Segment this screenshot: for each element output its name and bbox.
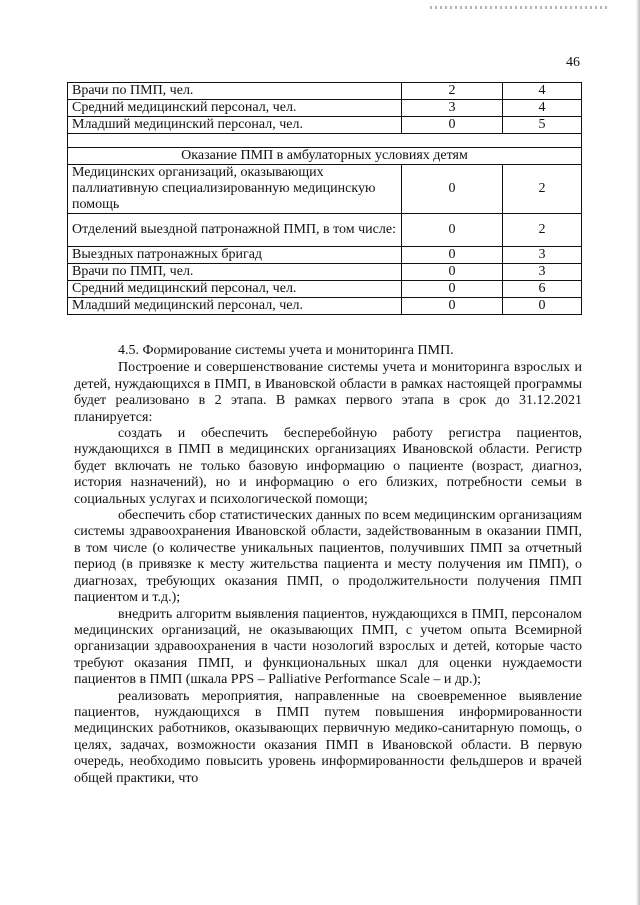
value-cell: 2 <box>503 214 582 247</box>
page-number: 46 <box>566 55 580 70</box>
value-cell: 0 <box>402 281 503 298</box>
value-cell: 3 <box>503 247 582 264</box>
value-cell: 0 <box>503 298 582 315</box>
table-section-row <box>68 148 582 165</box>
page-edge-shadow <box>636 0 640 905</box>
table-row <box>68 83 582 100</box>
table-row <box>68 100 582 117</box>
paragraph: внедрить алгоритм выявления пациентов, нуждающихся в ПМП, персоналом медицинских организаций, не оказывающих ПМП, с учетом опыта Всемирной организации здравоохранения в части нозологий взрослых и детей, которые часто требуют оказания ПМП, и функциональных шкал для оценки нуждаемости пациентов в ПМП (шкала PPS – Palliative Performance Scale – и др.); <box>74 606 582 688</box>
pmp-statistics-table <box>67 82 582 315</box>
paragraph: реализовать мероприятия, направленные на своевременное выявление пациентов, нуждающихся в ПМП путем повышения информированности медицинских работников, оказывающих первичную медико-санитарную помощь, о целях, задачах, возможности оказания ПМП в Ивановской области. В первую очередь, необходимо повысить уровень информированности фельдшеров и врачей общей практики, что <box>74 688 582 786</box>
row-label: Отделений выездной патронажной ПМП, в том числе: <box>68 214 402 247</box>
value-cell: 0 <box>402 165 503 214</box>
row-label: Врачи по ПМП, чел. <box>68 83 402 100</box>
value-cell: 0 <box>402 247 503 264</box>
table-row <box>68 281 582 298</box>
value-cell: 0 <box>402 117 503 134</box>
row-label: Врачи по ПМП, чел. <box>68 264 402 281</box>
paragraph: Построение и совершенствование системы учета и мониторинга взрослых и детей, нуждающихся в ПМП, в Ивановской области в рамках настоящей программы будет реализовано в 2 этапа. В рамках первого этапа в срок до 31.12.2021 планируется: <box>74 360 582 425</box>
value-cell: 3 <box>402 100 503 117</box>
section-title: Оказание ПМП в амбулаторных условиях детям <box>68 148 582 165</box>
paragraph: создать и обеспечить бесперебойную работу регистра пациентов, нуждающихся в ПМП в медицинских организациях Ивановской области. Регистр будет включать не только базовую информацию о пациенте (возраст, диагноз, история назначений), но и информацию о его близких, потребности семьи в социальных услугах и психологической помощи; <box>74 426 582 507</box>
value-cell: 6 <box>503 281 582 298</box>
table-row <box>68 247 582 264</box>
row-label: Медицинских организаций, оказывающих паллиативную специализированную медицинскую помощь <box>68 165 402 214</box>
value-cell: 2 <box>402 83 503 100</box>
value-cell: 0 <box>402 214 503 247</box>
value-cell: 4 <box>503 83 582 100</box>
table-row <box>68 298 582 315</box>
value-cell: 2 <box>503 165 582 214</box>
value-cell: 0 <box>402 264 503 281</box>
table-row <box>68 214 582 247</box>
table-spacer-row <box>68 134 582 148</box>
section-body <box>74 343 582 787</box>
row-label: Средний медицинский персонал, чел. <box>68 281 402 298</box>
table-row <box>68 264 582 281</box>
paragraph: обеспечить сбор статистических данных по всем медицинским организациям системы здравоохранения Ивановской области, задействованным в оказании ПМП, в том числе (о количестве уникальных пациентов, получивших ПМП за отчетный период (в привязке к месту жительства пациента и месту получения им ПМП), о диагнозах, требующих оказания ПМП, о продолжительности получения ПМП пациентом и т.д.); <box>74 508 582 606</box>
row-label: Младший медицинский персонал, чел. <box>68 298 402 315</box>
scan-artifact <box>430 6 610 9</box>
row-label: Выездных патронажных бригад <box>68 247 402 264</box>
table-row <box>68 117 582 134</box>
value-cell: 5 <box>503 117 582 134</box>
value-cell: 3 <box>503 264 582 281</box>
empty-cell <box>68 134 582 148</box>
section-heading: 4.5. Формирование системы учета и мониторинга ПМП. <box>118 343 454 358</box>
row-label: Средний медицинский персонал, чел. <box>68 100 402 117</box>
table-row <box>68 165 582 214</box>
value-cell: 0 <box>402 298 503 315</box>
row-label: Младший медицинский персонал, чел. <box>68 117 402 134</box>
value-cell: 4 <box>503 100 582 117</box>
